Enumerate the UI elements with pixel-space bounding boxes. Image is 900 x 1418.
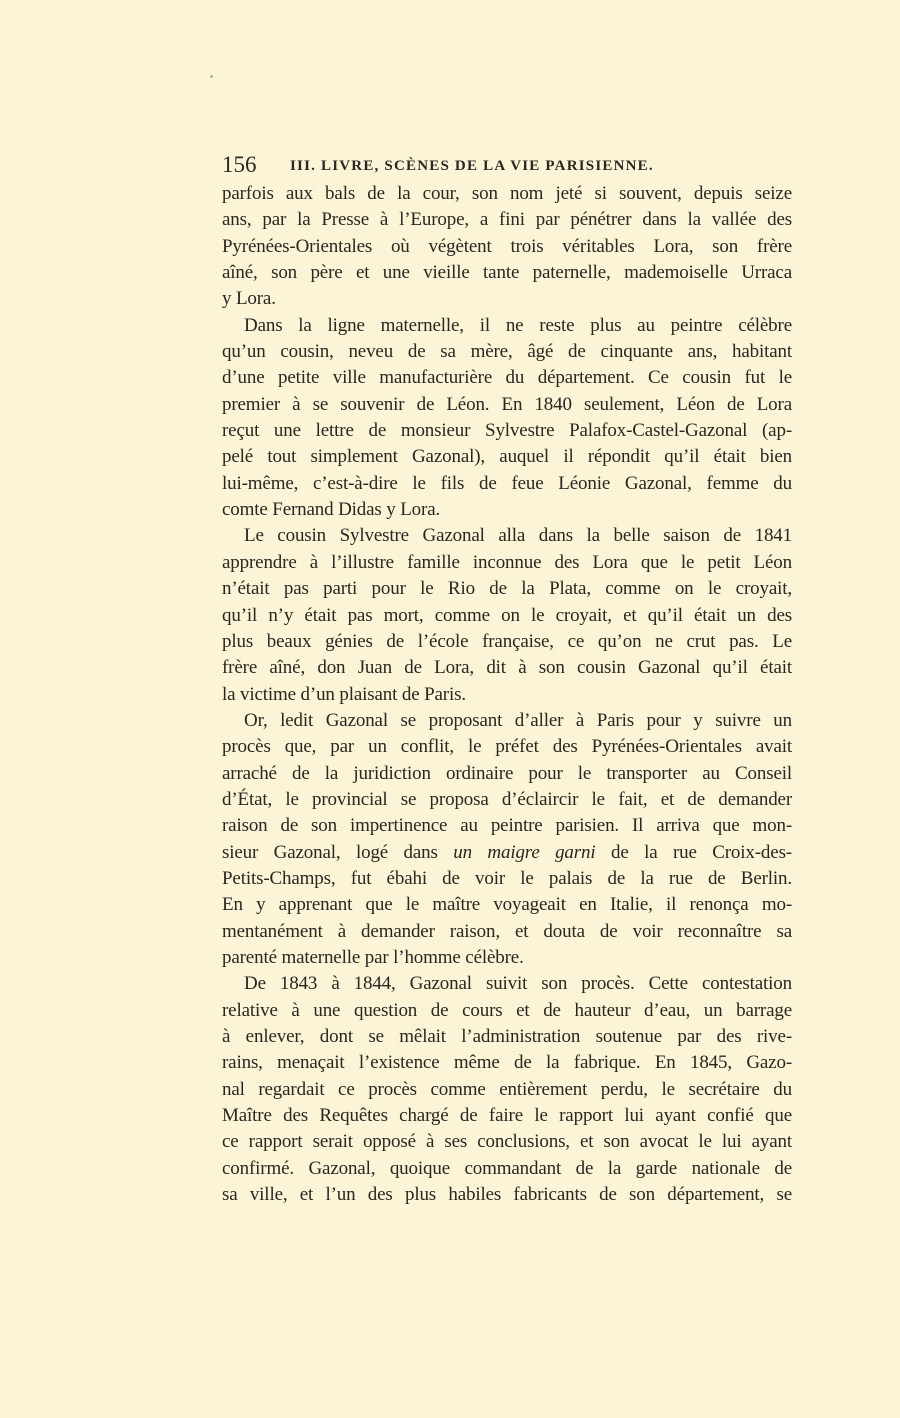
text-line: comte Fernand Didas y Lora. xyxy=(222,499,441,521)
text-line: plus beaux génies de l’école française, ce qu’on ne crut pas. Le xyxy=(222,630,792,652)
text-line: qu’il n’y était pas mort, comme on le croyait, et qu’il était un des xyxy=(222,604,792,626)
text-segment: sieur Gazonal, logé dans xyxy=(222,841,454,863)
text-line: pelé tout simplement Gazonal), auquel il répondit qu’il était bien xyxy=(222,446,792,468)
text-line: à enlever, dont se mêlait l’administration soutenue par des rive- xyxy=(222,1026,792,1047)
text-line: relative à une question de cours et de hauteur d’eau, un barrage xyxy=(222,999,792,1021)
text-line: la victime d’un plaisant de Paris. xyxy=(222,683,466,705)
text-line: Or, ledit Gazonal se proposant d’aller à Paris pour y suivre un xyxy=(244,709,792,731)
text-line: ans, par la Presse à l’Europe, a fini par pénétrer dans la vallée des xyxy=(222,209,792,231)
text-line: parenté maternelle par l’homme célèbre. xyxy=(222,946,524,968)
paper-speck xyxy=(210,75,213,78)
page-body-text xyxy=(222,181,792,1208)
text-line: confirmé. Gazonal, quoique commandant de la garde nationale de xyxy=(222,1157,792,1179)
running-title: III. LIVRE, SCÈNES DE LA VIE PARISIENNE. xyxy=(290,158,654,174)
text-line: Maître des Requêtes chargé de faire le rapport lui ayant confié que xyxy=(222,1105,792,1127)
italic-phrase: un maigre garni xyxy=(453,841,596,863)
text-line: y Lora. xyxy=(222,288,276,310)
text-line: raison de son impertinence au peintre parisien. Il arriva que mon- xyxy=(222,815,792,837)
text-line: nal regardait ce procès comme entièrement perdu, le secrétaire du xyxy=(222,1078,792,1100)
text-line: En y apprenant que le maître voyageait en Italie, il renonça mo- xyxy=(222,894,792,916)
paragraph xyxy=(222,523,792,707)
paragraph xyxy=(222,708,792,971)
text-line: sa ville, et l’un des plus habiles fabricants de son département, se xyxy=(222,1184,792,1206)
text-line: d’État, le provincial se proposa d’éclaircir le fait, et de demander xyxy=(222,788,792,810)
text-line: mentanément à demander raison, et douta de voir reconnaître sa xyxy=(222,920,792,942)
text-line: procès que, par un conflit, le préfet des Pyrénées-Orientales avait xyxy=(222,736,792,758)
text-line: premier à se souvenir de Léon. En 1840 seulement, Léon de Lora xyxy=(222,393,792,415)
text-line: reçut une lettre de monsieur Sylvestre Palafox-Castel-Gazonal (ap- xyxy=(222,420,792,442)
text-segment: de la rue Croix-des- xyxy=(595,841,792,863)
text-line: aîné, son père et une vieille tante paternelle, mademoiselle Urraca xyxy=(222,262,792,284)
paragraph xyxy=(222,181,792,313)
text-line: ce rapport serait opposé à ses conclusions, et son avocat le lui ayant xyxy=(222,1131,792,1153)
text-line: Pyrénées-Orientales où végètent trois véritables Lora, son frère xyxy=(222,235,792,257)
text-line: parfois aux bals de la cour, son nom jeté si souvent, depuis seize xyxy=(222,183,792,204)
text-line: De 1843 à 1844, Gazonal suivit son procès. Cette contestation xyxy=(244,973,792,995)
text-line: Petits-Champs, fut ébahi de voir le palais de la rue de Berlin. xyxy=(222,867,792,889)
text-line: arraché de la juridiction ordinaire pour le transporter au Conseil xyxy=(222,762,792,784)
text-line: lui-même, c’est-à-dire le fils de feue Léonie Gazonal, femme du xyxy=(222,472,792,494)
text-line: Le cousin Sylvestre Gazonal alla dans la belle saison de 1841 xyxy=(244,525,792,547)
text-line: frère aîné, don Juan de Lora, dit à son cousin Gazonal qu’il était xyxy=(222,657,792,679)
text-line: d’une petite ville manufacturière du département. Ce cousin fut le xyxy=(222,367,792,389)
paragraph xyxy=(222,971,792,1208)
text-line: rains, menaçait l’existence même de la fabrique. En 1845, Gazo- xyxy=(222,1052,792,1074)
page-number: 156 xyxy=(222,152,257,177)
text-line: Dans la ligne maternelle, il ne reste plus au peintre célèbre xyxy=(244,314,792,336)
text-line: apprendre à l’illustre famille inconnue des Lora que le petit Léon xyxy=(222,551,792,573)
text-line: qu’un cousin, neveu de sa mère, âgé de cinquante ans, habitant xyxy=(222,341,792,363)
text-line: n’était pas parti pour le Rio de la Plata, comme on le croyait, xyxy=(222,578,792,600)
text-line xyxy=(222,840,792,866)
running-header xyxy=(222,151,792,179)
paragraph xyxy=(222,313,792,524)
